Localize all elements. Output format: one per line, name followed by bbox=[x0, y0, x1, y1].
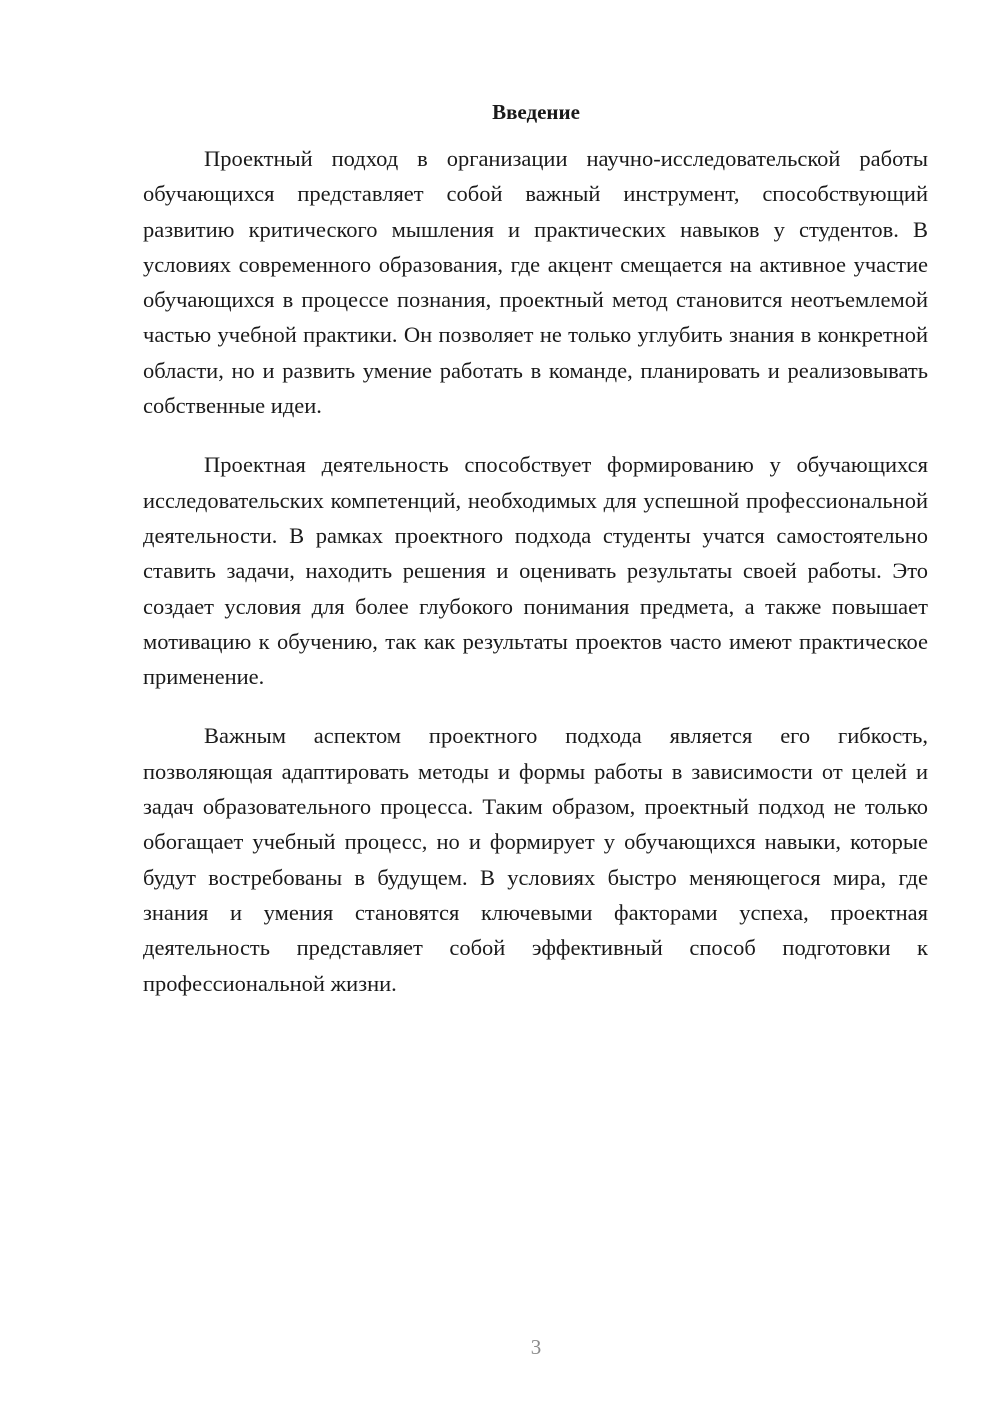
paragraph-3: Важным аспектом проектного подхода является его гибкость, позволяющая адаптировать методы и формы работы в зависимости от целей и задач образовательного процесса. Таким образом, проектный подход не только обогащает учебный процесс, но и формирует у обучающихся навыки, которые будут востребованы в будущем. В условиях быстро меняющегося мира, где знания и умения становятся ключевыми факторами успеха, проектная деятельность представляет собой эффективный способ подготовки к профессиональной жизни. bbox=[143, 723, 928, 996]
paragraph-1: Проектный подход в организации научно-исследовательской работы обучающихся представляет собой важный инструмент, способствующий развитию критического мышления и практических навыков у студентов. В условиях современного образования, где акцент смещается на активное участие обучающихся в процессе познания, проектный метод становится неотъемлемой частью учебной практики. Он позволяет не только углубить знания в конкретной области, но и развить умение работать в команде, планировать и реализовывать собственные идеи. bbox=[143, 146, 928, 419]
body-text bbox=[143, 141, 928, 1025]
paragraph-2: Проектная деятельность способствует формированию у обучающихся исследовательских компетенций, необходимых для успешной профессиональной деятельности. В рамках проектного подхода студенты учатся самостоятельно ставить задачи, находить решения и оценивать результаты своей работы. Это создает условия для более глубокого понимания предмета, а также повышает мотивацию к обучению, так как результаты проектов часто имеют практическое применение. bbox=[143, 452, 928, 690]
section-title: Введение bbox=[492, 100, 580, 124]
page-number: 3 bbox=[530, 1335, 542, 1359]
